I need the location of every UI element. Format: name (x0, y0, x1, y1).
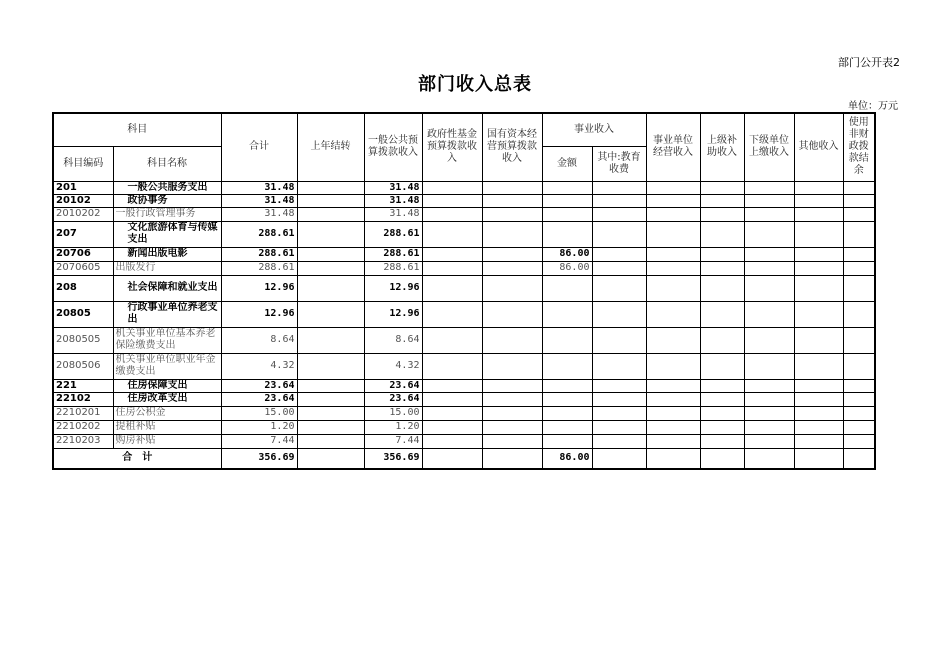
row-carryover (297, 275, 364, 301)
row-state-capital (482, 301, 542, 327)
table-row (53, 275, 875, 301)
row-non-fiscal (843, 181, 875, 194)
row-education-fee (592, 406, 646, 420)
row-carryover (297, 261, 364, 275)
row-subordinate (744, 434, 794, 448)
row-business-unit (646, 221, 700, 247)
row-total: 31.48 (221, 194, 297, 207)
table-row (53, 207, 875, 221)
row-other (794, 261, 843, 275)
row-name: 住房公积金 (113, 406, 221, 420)
row-code: 207 (53, 221, 113, 247)
row-education-fee (592, 261, 646, 275)
row-state-capital (482, 207, 542, 221)
row-name: 行政事业单位养老支出 (113, 301, 221, 327)
row-state-capital (482, 353, 542, 379)
row-gov-fund (422, 301, 482, 327)
row-gov-fund (422, 221, 482, 247)
row-business-unit (646, 207, 700, 221)
row-subordinate (744, 420, 794, 434)
row-superior-subsidy (700, 327, 744, 353)
header-education-fee: 其中:教育收费 (592, 146, 646, 181)
row-non-fiscal (843, 353, 875, 379)
table-row (53, 261, 875, 275)
header-superior-subsidy: 上级补助收入 (700, 113, 744, 181)
row-state-capital (482, 221, 542, 247)
row-subordinate (744, 261, 794, 275)
row-gov-fund (422, 327, 482, 353)
table-row (53, 379, 875, 392)
row-gov-fund (422, 434, 482, 448)
row-superior-subsidy (700, 379, 744, 392)
header-name: 科目名称 (113, 146, 221, 181)
row-other (794, 247, 843, 261)
total-row-total: 356.69 (221, 448, 297, 469)
row-superior-subsidy (700, 194, 744, 207)
row-gov-fund (422, 261, 482, 275)
row-education-fee (592, 420, 646, 434)
header-code: 科目编码 (53, 146, 113, 181)
row-state-capital (482, 261, 542, 275)
table-row (53, 247, 875, 261)
row-state-capital (482, 327, 542, 353)
row-general-budget: 4.32 (364, 353, 422, 379)
row-code: 20706 (53, 247, 113, 261)
row-superior-subsidy (700, 301, 744, 327)
row-general-budget: 12.96 (364, 275, 422, 301)
row-superior-subsidy (700, 406, 744, 420)
row-education-fee (592, 221, 646, 247)
row-subordinate (744, 247, 794, 261)
header-subordinate: 下级单位上缴收入 (744, 113, 794, 181)
row-gov-fund (422, 406, 482, 420)
row-gov-fund (422, 420, 482, 434)
row-name: 出版发行 (113, 261, 221, 275)
row-gov-fund (422, 207, 482, 221)
row-state-capital (482, 379, 542, 392)
header-carryover: 上年结转 (297, 113, 364, 181)
row-carryover (297, 379, 364, 392)
row-carryover (297, 406, 364, 420)
table-row (53, 301, 875, 327)
row-other (794, 275, 843, 301)
row-code: 2210201 (53, 406, 113, 420)
row-superior-subsidy (700, 181, 744, 194)
row-general-budget: 31.48 (364, 207, 422, 221)
row-non-fiscal (843, 327, 875, 353)
row-code: 22102 (53, 392, 113, 406)
header-general-budget: 一般公共预算拨款收入 (364, 113, 422, 181)
row-name: 政协事务 (113, 194, 221, 207)
row-general-budget: 23.64 (364, 392, 422, 406)
row-business-amount (542, 420, 592, 434)
row-subordinate (744, 379, 794, 392)
header-subject: 科目 (53, 113, 221, 146)
row-name: 一般公共服务支出 (113, 181, 221, 194)
row-education-fee (592, 301, 646, 327)
row-business-amount (542, 379, 592, 392)
header-total: 合计 (221, 113, 297, 181)
row-non-fiscal (843, 221, 875, 247)
row-total: 12.96 (221, 301, 297, 327)
row-business-unit (646, 406, 700, 420)
row-non-fiscal (843, 301, 875, 327)
total-row-non-fiscal (843, 448, 875, 469)
row-gov-fund (422, 275, 482, 301)
header-business-unit: 事业单位经营收入 (646, 113, 700, 181)
row-business-amount (542, 406, 592, 420)
row-non-fiscal (843, 261, 875, 275)
row-code: 2070605 (53, 261, 113, 275)
row-other (794, 406, 843, 420)
table-row (53, 420, 875, 434)
row-business-amount (542, 221, 592, 247)
row-business-amount (542, 353, 592, 379)
row-subordinate (744, 301, 794, 327)
row-business-unit (646, 261, 700, 275)
row-code: 201 (53, 181, 113, 194)
row-business-unit (646, 247, 700, 261)
row-carryover (297, 392, 364, 406)
total-row-gov-fund (422, 448, 482, 469)
unit-label: 单位：万元 (848, 101, 898, 112)
row-general-budget: 288.61 (364, 221, 422, 247)
row-non-fiscal (843, 420, 875, 434)
row-name: 文化旅游体育与传媒支出 (113, 221, 221, 247)
row-carryover (297, 434, 364, 448)
row-general-budget: 8.64 (364, 327, 422, 353)
row-non-fiscal (843, 207, 875, 221)
row-other (794, 353, 843, 379)
row-general-budget: 31.48 (364, 194, 422, 207)
total-row-amount: 86.00 (542, 448, 592, 469)
header-gov-fund: 政府性基金预算拨款收入 (422, 113, 482, 181)
row-non-fiscal (843, 247, 875, 261)
total-row-education-fee (592, 448, 646, 469)
row-carryover (297, 194, 364, 207)
total-row-carryover (297, 448, 364, 469)
row-state-capital (482, 247, 542, 261)
row-business-unit (646, 327, 700, 353)
row-state-capital (482, 275, 542, 301)
row-code: 2010202 (53, 207, 113, 221)
row-gov-fund (422, 353, 482, 379)
row-subordinate (744, 327, 794, 353)
row-business-unit (646, 392, 700, 406)
row-business-amount (542, 207, 592, 221)
total-row-other (794, 448, 843, 469)
row-code: 2210202 (53, 420, 113, 434)
row-other (794, 181, 843, 194)
row-other (794, 420, 843, 434)
row-education-fee (592, 434, 646, 448)
row-non-fiscal (843, 379, 875, 392)
row-education-fee (592, 207, 646, 221)
row-other (794, 392, 843, 406)
row-superior-subsidy (700, 221, 744, 247)
row-name: 提租补贴 (113, 420, 221, 434)
row-carryover (297, 207, 364, 221)
row-non-fiscal (843, 434, 875, 448)
header-non-fiscal: 使用非财政拨款结余 (843, 113, 875, 181)
table-row (53, 353, 875, 379)
table-number-label: 部门公开表2 (838, 56, 900, 69)
row-non-fiscal (843, 392, 875, 406)
row-general-budget: 12.96 (364, 301, 422, 327)
row-code: 2080506 (53, 353, 113, 379)
row-code: 2210203 (53, 434, 113, 448)
row-other (794, 221, 843, 247)
row-subordinate (744, 406, 794, 420)
row-total: 1.20 (221, 420, 297, 434)
row-business-unit (646, 301, 700, 327)
row-carryover (297, 420, 364, 434)
table-row (53, 392, 875, 406)
row-business-amount (542, 194, 592, 207)
row-subordinate (744, 221, 794, 247)
row-business-unit (646, 181, 700, 194)
row-other (794, 194, 843, 207)
row-business-amount (542, 434, 592, 448)
row-total: 31.48 (221, 181, 297, 194)
row-subordinate (744, 207, 794, 221)
row-education-fee (592, 392, 646, 406)
table-row (53, 194, 875, 207)
page-title: 部门收入总表 (418, 74, 532, 95)
row-subordinate (744, 181, 794, 194)
row-total: 31.48 (221, 207, 297, 221)
row-name: 住房保障支出 (113, 379, 221, 392)
total-row-subordinate (744, 448, 794, 469)
row-business-amount (542, 181, 592, 194)
row-subordinate (744, 275, 794, 301)
row-business-amount: 86.00 (542, 247, 592, 261)
row-carryover (297, 301, 364, 327)
row-business-unit (646, 379, 700, 392)
table-row (53, 434, 875, 448)
table-row (53, 181, 875, 194)
row-business-unit (646, 275, 700, 301)
row-non-fiscal (843, 275, 875, 301)
row-business-amount (542, 327, 592, 353)
row-name: 新闻出版电影 (113, 247, 221, 261)
row-total: 288.61 (221, 261, 297, 275)
row-total: 23.64 (221, 379, 297, 392)
row-superior-subsidy (700, 275, 744, 301)
row-business-unit (646, 434, 700, 448)
row-name: 机关事业单位职业年金缴费支出 (113, 353, 221, 379)
row-gov-fund (422, 392, 482, 406)
row-business-unit (646, 194, 700, 207)
row-code: 20805 (53, 301, 113, 327)
row-superior-subsidy (700, 420, 744, 434)
row-total: 8.64 (221, 327, 297, 353)
row-general-budget: 288.61 (364, 247, 422, 261)
row-carryover (297, 247, 364, 261)
row-education-fee (592, 247, 646, 261)
row-total: 15.00 (221, 406, 297, 420)
row-general-budget: 7.44 (364, 434, 422, 448)
row-education-fee (592, 194, 646, 207)
table-row (53, 406, 875, 420)
row-gov-fund (422, 379, 482, 392)
row-superior-subsidy (700, 261, 744, 275)
row-non-fiscal (843, 406, 875, 420)
row-other (794, 207, 843, 221)
row-carryover (297, 181, 364, 194)
row-business-unit (646, 420, 700, 434)
row-total: 23.64 (221, 392, 297, 406)
header-amount: 金额 (542, 146, 592, 181)
row-superior-subsidy (700, 392, 744, 406)
row-code: 221 (53, 379, 113, 392)
row-general-budget: 31.48 (364, 181, 422, 194)
row-education-fee (592, 181, 646, 194)
row-carryover (297, 327, 364, 353)
row-superior-subsidy (700, 207, 744, 221)
row-other (794, 301, 843, 327)
row-name: 机关事业单位基本养老保险缴费支出 (113, 327, 221, 353)
row-non-fiscal (843, 194, 875, 207)
income-summary-table (52, 112, 876, 470)
table-row (53, 221, 875, 247)
row-business-unit (646, 353, 700, 379)
row-total: 12.96 (221, 275, 297, 301)
row-code: 2080505 (53, 327, 113, 353)
row-business-amount (542, 392, 592, 406)
row-state-capital (482, 181, 542, 194)
row-education-fee (592, 379, 646, 392)
row-carryover (297, 353, 364, 379)
row-gov-fund (422, 194, 482, 207)
row-other (794, 434, 843, 448)
row-general-budget: 15.00 (364, 406, 422, 420)
total-row-state-capital (482, 448, 542, 469)
row-superior-subsidy (700, 353, 744, 379)
row-general-budget: 1.20 (364, 420, 422, 434)
row-name: 购房补贴 (113, 434, 221, 448)
row-other (794, 327, 843, 353)
row-total: 288.61 (221, 247, 297, 261)
row-education-fee (592, 275, 646, 301)
row-education-fee (592, 353, 646, 379)
row-general-budget: 23.64 (364, 379, 422, 392)
row-business-amount: 86.00 (542, 261, 592, 275)
header-state-capital: 国有资本经营预算拨款收入 (482, 113, 542, 181)
row-business-amount (542, 275, 592, 301)
row-business-amount (542, 301, 592, 327)
row-gov-fund (422, 181, 482, 194)
row-state-capital (482, 420, 542, 434)
row-state-capital (482, 392, 542, 406)
row-total: 4.32 (221, 353, 297, 379)
row-superior-subsidy (700, 247, 744, 261)
row-education-fee (592, 327, 646, 353)
table-row (53, 327, 875, 353)
row-other (794, 379, 843, 392)
row-subordinate (744, 353, 794, 379)
total-row-general: 356.69 (364, 448, 422, 469)
row-state-capital (482, 194, 542, 207)
header-other: 其他收入 (794, 113, 843, 181)
row-name: 社会保障和就业支出 (113, 275, 221, 301)
row-subordinate (744, 392, 794, 406)
row-state-capital (482, 434, 542, 448)
header-business-income: 事业收入 (542, 113, 646, 146)
row-code: 20102 (53, 194, 113, 207)
row-superior-subsidy (700, 434, 744, 448)
row-code: 208 (53, 275, 113, 301)
row-subordinate (744, 194, 794, 207)
row-total: 7.44 (221, 434, 297, 448)
total-row-label: 合 计 (53, 448, 221, 469)
total-row-superior (700, 448, 744, 469)
row-name: 住房改革支出 (113, 392, 221, 406)
row-carryover (297, 221, 364, 247)
row-general-budget: 288.61 (364, 261, 422, 275)
row-gov-fund (422, 247, 482, 261)
row-name: 一般行政管理事务 (113, 207, 221, 221)
row-state-capital (482, 406, 542, 420)
total-row-business-unit (646, 448, 700, 469)
row-total: 288.61 (221, 221, 297, 247)
